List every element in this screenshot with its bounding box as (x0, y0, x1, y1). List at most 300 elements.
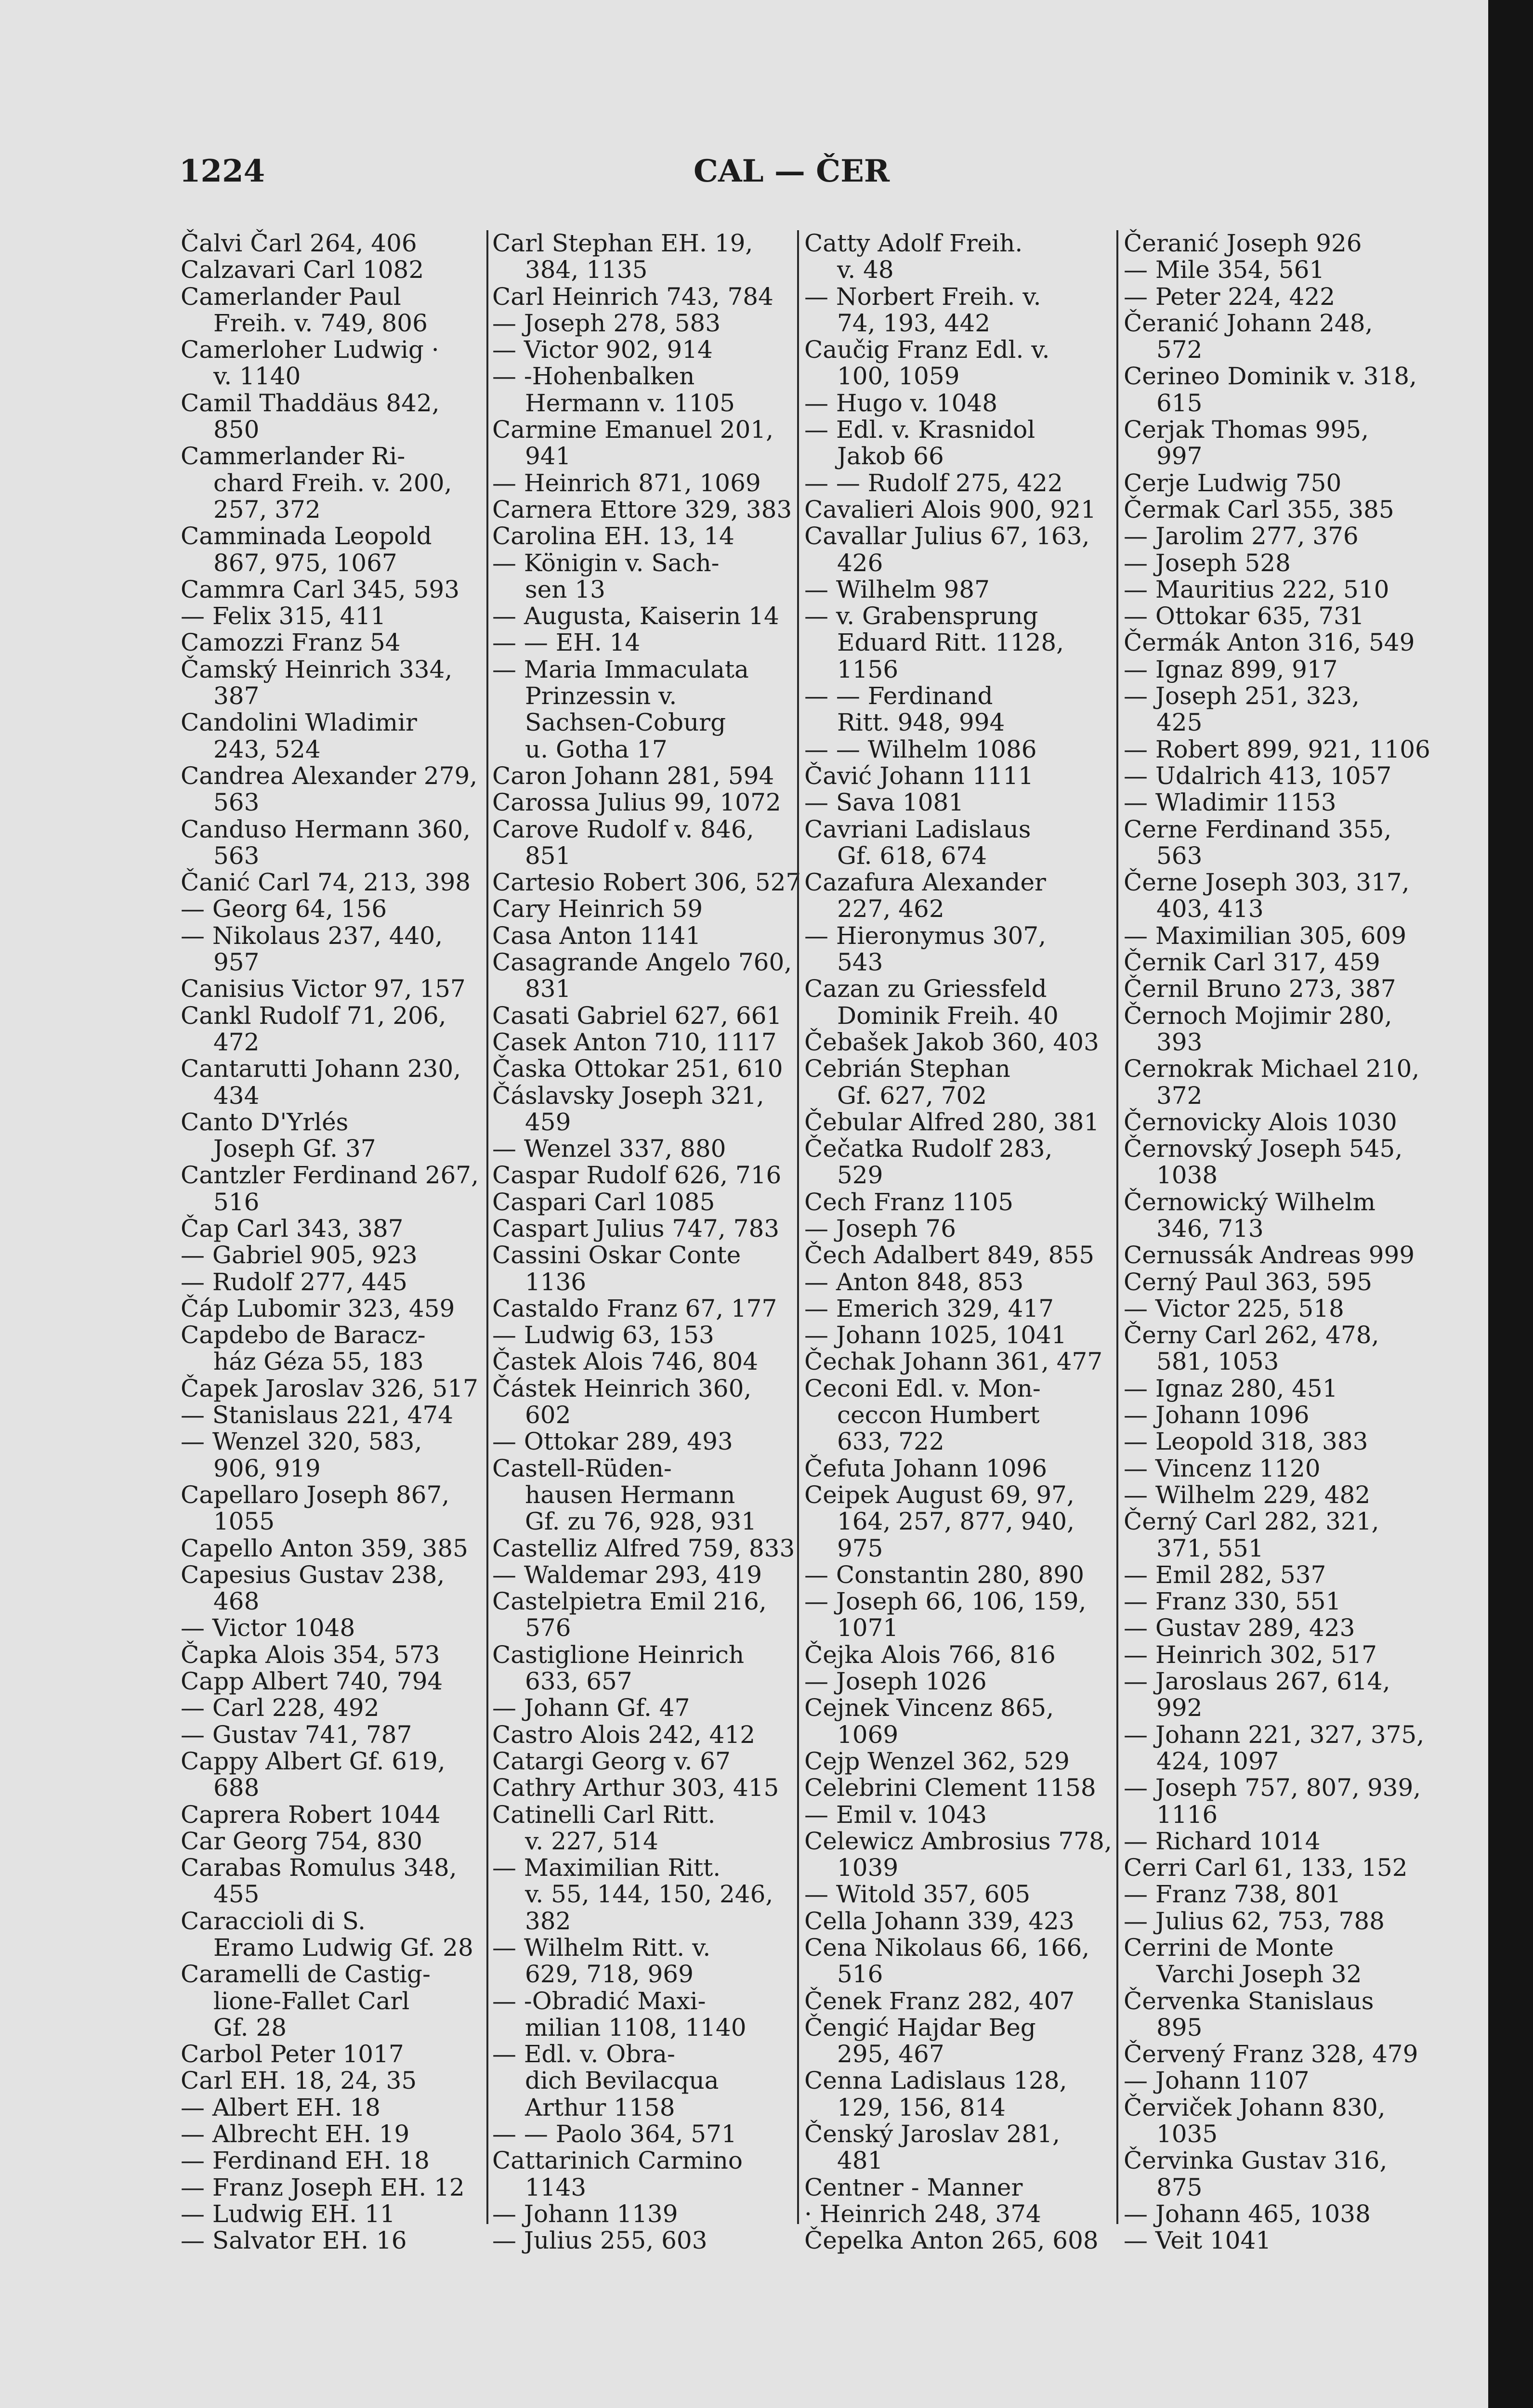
index-entry-line: Cella Johann 339, 423 (804, 1907, 1074, 1935)
index-entry-line: Castelpietra Emil 216, (492, 1587, 767, 1616)
index-entry-line: Čamský Heinrich 334, (181, 655, 453, 683)
index-entry-line: 563 (1156, 841, 1203, 870)
index-entry-line: Caspar Rudolf 626, 716 (492, 1161, 782, 1190)
index-entry-line: — Wilhelm 229, 482 (1124, 1480, 1371, 1509)
index-entry-line: — Emil 282, 537 (1124, 1560, 1326, 1589)
column-rule (797, 230, 799, 2224)
index-entry-line: — — Ferdinand (804, 682, 993, 710)
index-entry-line: Červený Franz 328, 479 (1124, 2040, 1418, 2068)
index-entry-line: — Gabriel 905, 923 (181, 1241, 418, 1269)
index-entry-line: hausen Hermann (525, 1480, 735, 1509)
index-entry-line: — Johann 1025, 1041 (804, 1321, 1067, 1349)
index-entry-line: Catty Adolf Freih. (804, 229, 1023, 257)
index-entry-line: Cerne Ferdinand 355, (1124, 815, 1392, 843)
index-entry-line: — Victor 1048 (181, 1614, 355, 1642)
index-entry-line: Camminada Leopold (181, 522, 432, 550)
index-entry-line: — Joseph 757, 807, 939, (1124, 1774, 1421, 1802)
index-entry-line: — Ottokar 635, 731 (1124, 602, 1364, 630)
index-entry-line: 257, 372 (213, 495, 321, 523)
index-entry-line: 529 (837, 1161, 883, 1190)
index-entry-line: ház Géza 55, 183 (213, 1348, 424, 1376)
index-entry-line: — Ignaz 899, 917 (1124, 655, 1338, 683)
index-entry-line: Capp Albert 740, 794 (181, 1667, 443, 1696)
index-entry-line: Sachsen-Coburg (525, 708, 726, 737)
index-entry-line: — Jarolim 277, 376 (1124, 522, 1359, 550)
index-entry-line: Camil Thaddäus 842, (181, 389, 440, 417)
index-entry-line: Cerjak Thomas 995, (1124, 416, 1369, 444)
index-entry-line: 387 (213, 682, 260, 710)
index-entry-line: Caprera Robert 1044 (181, 1800, 441, 1829)
index-entry-line: Cavalieri Alois 900, 921 (804, 495, 1096, 523)
index-entry-line: Celewicz Ambrosius 778, (804, 1827, 1112, 1855)
index-entry-line: — Johann 465, 1038 (1124, 2199, 1371, 2228)
page-number: 1224 (179, 153, 265, 189)
index-entry-line: 581, 1053 (1156, 1348, 1279, 1376)
index-entry-line: 1038 (1156, 1161, 1218, 1190)
index-entry-line: Cammra Carl 345, 593 (181, 575, 460, 603)
index-entry-line: Casek Anton 710, 1117 (492, 1028, 777, 1056)
index-entry-line: Cary Heinrich 59 (492, 895, 703, 923)
index-entry-line: Čanić Carl 74, 213, 398 (181, 868, 471, 897)
index-entry-line: Cebrián Stephan (804, 1055, 1010, 1083)
index-entry-line: 975 (837, 1534, 883, 1562)
index-entry-line: — Wilhelm Ritt. v. (492, 1934, 711, 1962)
index-entry-line: — Ignaz 280, 451 (1124, 1374, 1338, 1402)
index-entry-line: Gf. 618, 674 (837, 841, 987, 870)
index-entry-line: 243, 524 (213, 735, 321, 763)
index-entry-line: — Emil v. 1043 (804, 1800, 987, 1829)
index-entry-line: Calzavari Carl 1082 (181, 256, 424, 284)
index-entry-line: Casa Anton 1141 (492, 921, 701, 950)
index-entry-line: Centner - Manner (804, 2173, 1023, 2201)
index-entry-line: Cazafura Alexander (804, 868, 1046, 897)
index-entry-line: — Wenzel 337, 880 (492, 1135, 726, 1163)
index-entry-line: Černoch Mojimir 280, (1124, 1001, 1392, 1030)
index-entry-line: — Stanislaus 221, 474 (181, 1401, 454, 1429)
index-entry-line: 468 (213, 1587, 260, 1616)
index-entry-line: — Joseph 278, 583 (492, 309, 721, 337)
index-entry-line: — Edl. v. Krasnidol (804, 416, 1035, 444)
index-entry-line: Čermak Carl 355, 385 (1124, 495, 1394, 523)
index-entry-line: Carolina EH. 13, 14 (492, 522, 734, 550)
index-entry-line: Čeranić Joseph 926 (1124, 229, 1362, 257)
index-entry-line: 831 (525, 975, 571, 1003)
index-entry-line: — Norbert Freih. v. (804, 282, 1041, 311)
index-entry-line: v. 227, 514 (525, 1827, 658, 1855)
index-entry-line: — — Rudolf 275, 422 (804, 469, 1063, 497)
index-entry-line: Canduso Hermann 360, (181, 815, 471, 843)
index-entry-line: Castiglione Heinrich (492, 1640, 745, 1669)
index-entry-line: Capesius Gustav 238, (181, 1560, 445, 1589)
index-entry-line: Car Georg 754, 830 (181, 1827, 422, 1855)
index-entry-line: — Joseph 66, 106, 159, (804, 1587, 1087, 1616)
index-entry-line: Cernokrak Michael 210, (1124, 1055, 1420, 1083)
index-entry-line: Ritt. 948, 994 (837, 708, 1005, 737)
index-entry-line: Eramo Ludwig Gf. 28 (213, 1934, 473, 1962)
index-entry-line: — Hieronymus 307, (804, 921, 1047, 950)
index-entry-line: Canisius Victor 97, 157 (181, 975, 466, 1003)
index-entry-line: Catargi Georg v. 67 (492, 1747, 731, 1775)
index-entry-line: Jakob 66 (837, 442, 944, 471)
index-entry-line: Carl Heinrich 743, 784 (492, 282, 773, 311)
index-entry-line: 602 (525, 1401, 571, 1429)
index-entry-line: — Mile 354, 561 (1124, 256, 1325, 284)
index-entry-line: Canto D'Yrlés (181, 1108, 349, 1136)
column-rule (486, 230, 488, 2224)
index-entry-line: Černe Joseph 303, 317, (1124, 868, 1410, 897)
index-entry-line: Červiček Johann 830, (1124, 2093, 1386, 2121)
index-entry-line: Castaldo Franz 67, 177 (492, 1294, 777, 1322)
index-entry-line: Capellaro Joseph 867, (181, 1480, 450, 1509)
index-entry-line: Cathry Arthur 303, 415 (492, 1774, 779, 1802)
index-entry-line: 615 (1156, 389, 1203, 417)
index-entry-line: — Joseph 251, 323, (1124, 682, 1360, 710)
index-entry-line: Cantzler Ferdinand 267, (181, 1161, 479, 1190)
index-entry-line: Capello Anton 359, 385 (181, 1534, 468, 1562)
column-rule (1116, 230, 1118, 2224)
index-entry-line: — Johann Gf. 47 (492, 1694, 690, 1722)
index-entry-line: — Sava 1081 (804, 788, 964, 817)
index-entry-line: 851 (525, 841, 571, 870)
index-entry-line: Cernussák Andreas 999 (1124, 1241, 1415, 1269)
index-entry-line: 1039 (837, 1854, 899, 1882)
index-entry-line: 393 (1156, 1028, 1203, 1056)
index-entry-line: Carossa Julius 99, 1072 (492, 788, 781, 817)
index-entry-line: Cenna Ladislaus 128, (804, 2067, 1067, 2095)
index-entry-line: 906, 919 (213, 1454, 321, 1482)
index-entry-line: Caraccioli di S. (181, 1907, 366, 1935)
index-column-2 (492, 229, 801, 2255)
index-entry-line: Ceconi Edl. v. Mon- (804, 1374, 1041, 1402)
index-entry-line: 1136 (525, 1268, 587, 1296)
index-entry-line: Freih. v. 749, 806 (213, 309, 428, 337)
index-entry-line: 295, 467 (837, 2040, 944, 2068)
index-entry-line: — Hugo v. 1048 (804, 389, 998, 417)
index-entry-line: — Augusta, Kaiserin 14 (492, 602, 779, 630)
index-entry-line: — — EH. 14 (492, 628, 641, 657)
index-entry-line: 563 (213, 788, 260, 817)
index-entry-line: Čap Carl 343, 387 (181, 1214, 404, 1243)
index-entry-line: 425 (1156, 708, 1203, 737)
index-entry-line: Prinzessin v. (525, 682, 677, 710)
book-spine-edge (1488, 0, 1533, 2408)
index-entry-line: — Georg 64, 156 (181, 895, 387, 923)
index-entry-line: Cavriani Ladislaus (804, 815, 1031, 843)
index-entry-line: Castell-Rüden- (492, 1454, 672, 1482)
index-entry-line: 629, 718, 969 (525, 1960, 694, 1989)
index-entry-line: — Salvator EH. 16 (181, 2226, 407, 2255)
index-entry-line: — Maximilian Ritt. (492, 1854, 721, 1882)
index-entry-line: Cartesio Robert 306, 527 (492, 868, 801, 897)
index-entry-line: — v. Grabensprung (804, 602, 1038, 630)
index-entry-line: v. 48 (837, 256, 894, 284)
index-entry-line: — Victor 902, 914 (492, 336, 713, 364)
index-entry-line: 875 (1156, 2173, 1203, 2201)
index-entry-line: Capdebo de Baracz- (181, 1321, 426, 1349)
index-entry-line: Čenek Franz 282, 407 (804, 1987, 1075, 2015)
index-entry-line: Cena Nikolaus 66, 166, (804, 1934, 1090, 1962)
index-entry-line: Čáp Lubomir 323, 459 (181, 1294, 455, 1322)
index-entry-line: Caučig Franz Edl. v. (804, 336, 1050, 364)
index-entry-line: — Witold 357, 605 (804, 1880, 1031, 1909)
index-entry-line: — Ferdinand EH. 18 (181, 2146, 430, 2175)
index-entry-line: Eduard Ritt. 1128, (837, 628, 1064, 657)
index-entry-line: Celebrini Clement 1158 (804, 1774, 1096, 1802)
index-entry-line: — Ottokar 289, 493 (492, 1427, 733, 1456)
index-entry-line: Cammerlander Ri- (181, 442, 406, 471)
index-entry-line: Čebašek Jakob 360, 403 (804, 1028, 1099, 1056)
index-entry-line: Černowický Wilhelm (1124, 1188, 1376, 1216)
index-entry-line: 997 (1156, 442, 1203, 471)
index-column-1 (181, 229, 482, 2255)
index-entry-line: Casati Gabriel 627, 661 (492, 1001, 782, 1030)
index-entry-line: 459 (525, 1108, 571, 1136)
index-entry-line: 572 (1156, 336, 1203, 364)
index-entry-line: Carmine Emanuel 201, (492, 416, 773, 444)
index-entry-line: — Udalrich 413, 1057 (1124, 761, 1392, 790)
index-entry-line: — Wilhelm 987 (804, 575, 990, 603)
index-entry-line: Cejp Wenzel 362, 529 (804, 1747, 1070, 1775)
index-entry-line: Čech Adalbert 849, 855 (804, 1241, 1095, 1269)
index-entry-line: — Waldemar 293, 419 (492, 1560, 762, 1589)
index-entry-line: Joseph Gf. 37 (213, 1135, 376, 1163)
index-entry-line: Černovský Joseph 545, (1124, 1135, 1403, 1163)
index-entry-line: Camozzi Franz 54 (181, 628, 401, 657)
index-entry-line: 516 (213, 1188, 260, 1216)
index-entry-line: Čapka Alois 354, 573 (181, 1640, 440, 1669)
index-entry-line: — Carl 228, 492 (181, 1694, 380, 1722)
index-entry-line: — Constantin 280, 890 (804, 1560, 1085, 1589)
index-entry-line: 941 (525, 442, 571, 471)
index-entry-line: 633, 722 (837, 1427, 944, 1456)
index-entry-line: — -Obradić Maxi- (492, 1987, 706, 2015)
index-entry-line: — Gustav 741, 787 (181, 1720, 412, 1749)
index-entry-line: Casagrande Angelo 760, (492, 948, 792, 977)
index-entry-line: — — Paolo 364, 571 (492, 2120, 737, 2148)
index-entry-line: Dominik Freih. 40 (837, 1001, 1059, 1030)
index-entry-line: — -Hohenbalken (492, 362, 695, 391)
index-entry-line: — Joseph 528 (1124, 549, 1291, 577)
index-entry-line: 543 (837, 948, 883, 977)
index-column-3 (804, 229, 1112, 2255)
index-entry-line: 74, 193, 442 (837, 309, 991, 337)
index-entry-line: Černik Carl 317, 459 (1124, 948, 1380, 977)
index-entry-line: Carabas Romulus 348, (181, 1854, 457, 1882)
index-entry-line: — Leopold 318, 383 (1124, 1427, 1368, 1456)
index-column-4 (1124, 229, 1432, 2255)
index-entry-line: 867, 975, 1067 (213, 549, 397, 577)
index-entry-line: — Felix 315, 411 (181, 602, 386, 630)
index-entry-line: 434 (213, 1081, 260, 1110)
index-entry-line: 100, 1059 (837, 362, 960, 391)
index-entry-line: Čengić Hajdar Beg (804, 2013, 1036, 2042)
index-entry-line: dich Bevilacqua (525, 2067, 719, 2095)
index-entry-line: Čermák Anton 316, 549 (1124, 628, 1415, 657)
index-entry-line: 957 (213, 948, 260, 977)
index-entry-line: — Gustav 289, 423 (1124, 1614, 1355, 1642)
index-entry-line: 227, 462 (837, 895, 944, 923)
index-entry-line: Cazan zu Griessfeld (804, 975, 1047, 1003)
index-entry-line: Cejnek Vincenz 865, (804, 1694, 1054, 1722)
index-entry-line: Carnera Ettore 329, 383 (492, 495, 792, 523)
index-entry-line: Černý Carl 282, 321, (1124, 1507, 1379, 1536)
index-entry-line: 688 (213, 1774, 260, 1802)
index-entry-line: Gf. 28 (213, 2013, 287, 2042)
index-entry-line: Cech Franz 1105 (804, 1188, 1014, 1216)
index-entry-line: — Emerich 329, 417 (804, 1294, 1054, 1322)
index-entry-line: Candolini Wladimir (181, 708, 417, 737)
index-entry-line: — Johann 1096 (1124, 1401, 1310, 1429)
index-entry-line: Čenský Jaroslav 281, (804, 2120, 1060, 2148)
index-entry-line: 633, 657 (525, 1667, 632, 1696)
index-entry-line: Carove Rudolf v. 846, (492, 815, 754, 843)
index-entry-line: 1035 (1156, 2120, 1218, 2148)
index-entry-line: Čavić Johann 1111 (804, 761, 1034, 790)
index-entry-line: Carl EH. 18, 24, 35 (181, 2067, 417, 2095)
index-entry-line: — Franz 330, 551 (1124, 1587, 1341, 1616)
index-entry-line: Caspari Carl 1085 (492, 1188, 715, 1216)
index-entry-line: Cerrini de Monte (1124, 1934, 1334, 1962)
index-entry-line: 850 (213, 416, 260, 444)
index-entry-line: 455 (213, 1880, 260, 1909)
index-entry-line: Časka Ottokar 251, 610 (492, 1055, 783, 1083)
index-entry-line: 129, 156, 814 (837, 2093, 1006, 2121)
index-entry-line: — Heinrich 302, 517 (1124, 1640, 1377, 1669)
index-entry-line: — Peter 224, 422 (1124, 282, 1336, 311)
index-entry-line: Ceipek August 69, 97, (804, 1480, 1074, 1509)
index-entry-line: 895 (1156, 2013, 1203, 2042)
index-entry-line: — Nikolaus 237, 440, (181, 921, 443, 950)
index-entry-line: 1156 (837, 655, 899, 683)
index-entry-line: Carbol Peter 1017 (181, 2040, 404, 2068)
index-entry-line: Černy Carl 262, 478, (1124, 1321, 1379, 1349)
index-entry-line: 382 (525, 1907, 571, 1935)
index-entry-line: Gf. 627, 702 (837, 1081, 987, 1110)
index-entry-line: 1069 (837, 1720, 899, 1749)
index-entry-line: — Albrecht EH. 19 (181, 2120, 410, 2148)
index-entry-line: — Ludwig 63, 153 (492, 1321, 714, 1349)
index-entry-line: Cassini Oskar Conte (492, 1241, 741, 1269)
index-entry-line: 164, 257, 877, 940, (837, 1507, 1074, 1536)
index-entry-line: — Franz 738, 801 (1124, 1880, 1341, 1909)
index-entry-line: — Julius 255, 603 (492, 2226, 708, 2255)
index-entry-line: — Julius 62, 753, 788 (1124, 1907, 1385, 1935)
index-entry-line: — Wenzel 320, 583, (181, 1427, 422, 1456)
index-entry-line: 1143 (525, 2173, 587, 2201)
index-entry-line: 424, 1097 (1156, 1747, 1279, 1775)
index-entry-line: Čeranić Johann 248, (1124, 309, 1373, 337)
index-entry-line: — Albert EH. 18 (181, 2093, 380, 2121)
index-entry-line: sen 13 (525, 575, 605, 603)
index-entry-line: — Richard 1014 (1124, 1827, 1321, 1855)
index-entry-line: Černil Bruno 273, 387 (1124, 975, 1396, 1003)
index-entry-line: — Heinrich 871, 1069 (492, 469, 761, 497)
index-entry-line: — Wladimir 1153 (1124, 788, 1336, 817)
index-entry-line: 576 (525, 1614, 571, 1642)
index-entry-line: v. 55, 144, 150, 246, (525, 1880, 773, 1909)
index-entry-line: 563 (213, 841, 260, 870)
index-entry-line: 1071 (837, 1614, 899, 1642)
index-entry-line: Caron Johann 281, 594 (492, 761, 774, 790)
index-entry-line: Varchi Joseph 32 (1156, 1960, 1362, 1989)
index-entry-line: Čáslavsky Joseph 321, (492, 1081, 764, 1110)
index-entry-line: Hermann v. 1105 (525, 389, 735, 417)
index-entry-line: Carl Stephan EH. 19, (492, 229, 753, 257)
index-entry-line: Cerje Ludwig 750 (1124, 469, 1342, 497)
index-entry-line: — Joseph 1026 (804, 1667, 987, 1696)
index-entry-line: Cerný Paul 363, 595 (1124, 1268, 1373, 1296)
index-entry-line: Catinelli Carl Ritt. (492, 1800, 716, 1829)
index-entry-line: Cankl Rudolf 71, 206, (181, 1001, 446, 1030)
index-entry-line: — Vincenz 1120 (1124, 1454, 1321, 1482)
index-entry-line: Černovicky Alois 1030 (1124, 1108, 1397, 1136)
index-entry-line: — Robert 899, 921, 1106 (1124, 735, 1430, 763)
index-entry-line: v. 1140 (213, 362, 301, 391)
index-entry-line: 372 (1156, 1081, 1203, 1110)
index-entry-line: — Maximilian 305, 609 (1124, 921, 1407, 950)
index-entry-line: Čechak Johann 361, 477 (804, 1348, 1103, 1376)
index-entry-line: ceccon Humbert (837, 1401, 1040, 1429)
index-entry-line: 992 (1156, 1694, 1203, 1722)
index-entry-line: 371, 551 (1156, 1534, 1264, 1562)
index-entry-line: Cerineo Dominik v. 318, (1124, 362, 1417, 391)
index-entry-line: Cattarinich Carmino (492, 2146, 743, 2175)
index-entry-line: Caspart Julius 747, 783 (492, 1214, 780, 1243)
index-entry-line: Čejka Alois 766, 816 (804, 1640, 1056, 1669)
index-entry-line: — Anton 848, 853 (804, 1268, 1024, 1296)
index-entry-line: 403, 413 (1156, 895, 1264, 923)
index-entry-line: Cantarutti Johann 230, (181, 1055, 461, 1083)
index-entry-line: 481 (837, 2146, 883, 2175)
index-entry-line: — Joseph 76 (804, 1214, 956, 1243)
index-entry-line: — Johann 1139 (492, 2199, 678, 2228)
index-entry-line: Čalvi Čarl 264, 406 (181, 229, 417, 257)
index-entry-line: · Heinrich 248, 374 (804, 2199, 1041, 2228)
index-entry-line: — Mauritius 222, 510 (1124, 575, 1389, 603)
index-entry-line: — Franz Joseph EH. 12 (181, 2173, 465, 2201)
index-entry-line: Častek Alois 746, 804 (492, 1348, 759, 1376)
index-entry-line: 516 (837, 1960, 883, 1989)
running-head: CAL — ČER (694, 153, 890, 189)
index-entry-line: Červinka Gustav 316, (1124, 2146, 1388, 2175)
index-entry-line: 346, 713 (1156, 1214, 1264, 1243)
index-entry-line: — Edl. v. Obra- (492, 2040, 675, 2068)
index-entry-line: Castro Alois 242, 412 (492, 1720, 756, 1749)
index-entry-line: — Königin v. Sach- (492, 549, 720, 577)
index-entry-line: — Rudolf 277, 445 (181, 1268, 407, 1296)
index-entry-line: milian 1108, 1140 (525, 2013, 747, 2042)
index-entry-line: chard Freih. v. 200, (213, 469, 452, 497)
index-entry-line: Caramelli de Castig- (181, 1960, 431, 1989)
index-entry-line: — — Wilhelm 1086 (804, 735, 1037, 763)
index-entry-line: 1116 (1156, 1800, 1218, 1829)
index-entry-line: Castelliz Alfred 759, 833 (492, 1534, 795, 1562)
index-entry-line: 1055 (213, 1507, 275, 1536)
index-entry-line: Camerloher Ludwig · (181, 336, 439, 364)
index-entry-line: Cerri Carl 61, 133, 152 (1124, 1854, 1408, 1882)
index-entry-line: — Ludwig EH. 11 (181, 2199, 395, 2228)
index-entry-line: — Victor 225, 518 (1124, 1294, 1344, 1322)
index-entry-line: Čapek Jaroslav 326, 517 (181, 1374, 478, 1402)
index-entry-line: 426 (837, 549, 883, 577)
index-entry-line: — Johann 1107 (1124, 2067, 1310, 2095)
index-entry-line: Čepelka Anton 265, 608 (804, 2226, 1099, 2255)
index-entry-line: Čečatka Rudolf 283, (804, 1135, 1053, 1163)
index-entry-line: — Maria Immaculata (492, 655, 749, 683)
index-entry-line: — Jaroslaus 267, 614, (1124, 1667, 1390, 1696)
index-entry-line: Červenka Stanislaus (1124, 1987, 1374, 2015)
index-entry-line: Cavallar Julius 67, 163, (804, 522, 1090, 550)
